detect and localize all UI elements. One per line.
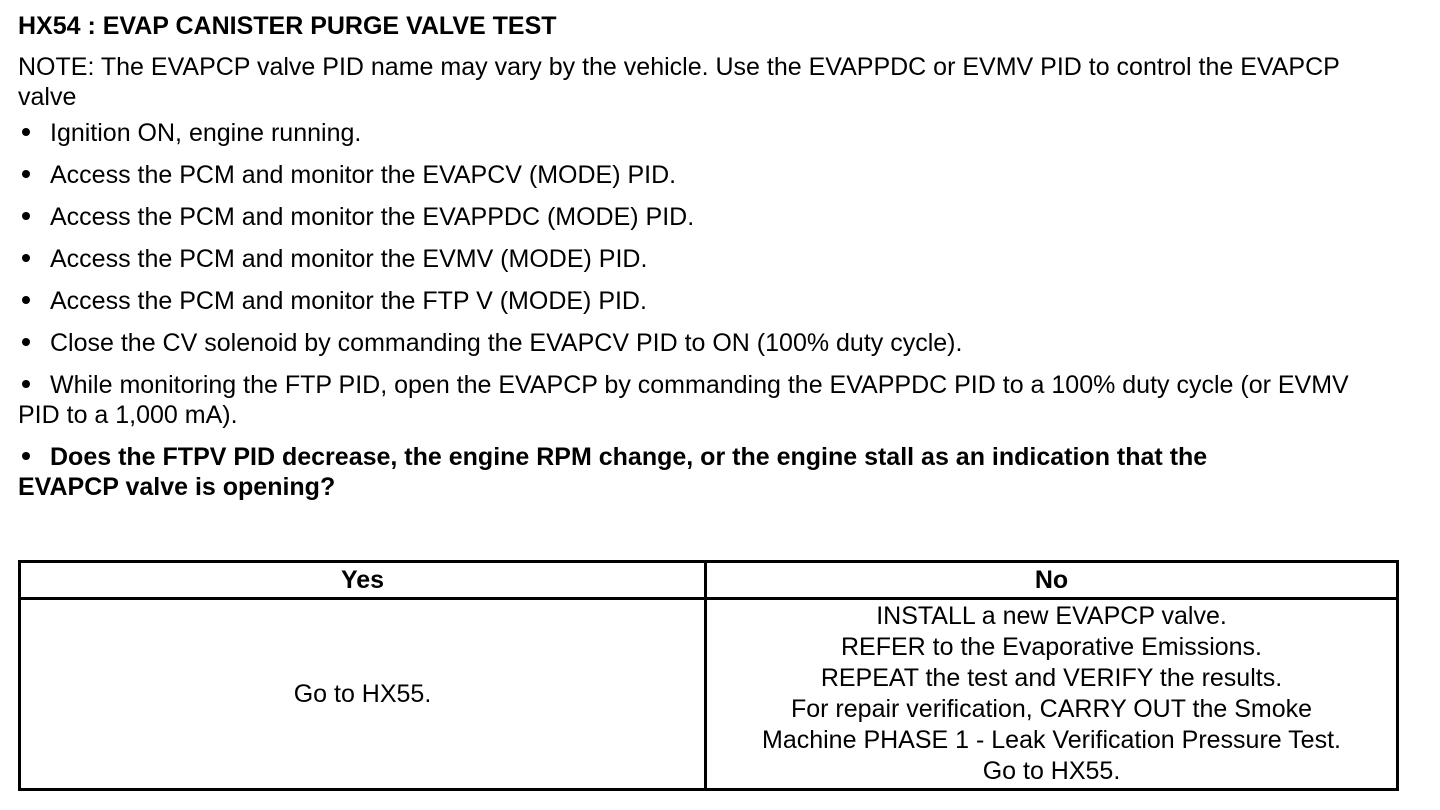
question-item xyxy=(18,442,1308,502)
no-header: No xyxy=(706,562,1398,599)
bullet-icon xyxy=(22,254,30,262)
step-text: Access the PCM and monitor the EVMV (MODE) PID. xyxy=(50,245,648,273)
table-row xyxy=(20,599,1398,790)
list-item xyxy=(18,160,1418,190)
yes-header: Yes xyxy=(20,562,706,599)
no-action-line: REFER to the Evaporative Emissions. xyxy=(841,633,1262,661)
step-text: Close the CV solenoid by commanding the EVAPCV PID to ON (100% duty cycle). xyxy=(50,329,963,357)
table-header-row xyxy=(20,562,1398,599)
list-item xyxy=(18,118,1418,148)
step-text: While monitoring the FTP PID, open the EVAPCP by commanding the EVAPPDC PID to a 100% duty cycle (or EVMV PID to a 1,000 mA). xyxy=(18,371,1349,429)
bullet-icon xyxy=(22,128,30,136)
yes-action-cell: Go to HX55. xyxy=(20,599,706,790)
list-item xyxy=(18,370,1388,430)
page-title: HX54 : EVAP CANISTER PURGE VALVE TEST xyxy=(18,12,557,40)
list-item xyxy=(18,328,1418,358)
bullet-icon xyxy=(22,380,30,388)
list-item xyxy=(18,286,1418,316)
list-item xyxy=(18,244,1418,274)
no-action-line: INSTALL a new EVAPCP valve. xyxy=(876,602,1227,630)
step-text: Access the PCM and monitor the EVAPPDC (MODE) PID. xyxy=(50,203,695,231)
no-action-cell xyxy=(706,599,1398,790)
no-action-line: Machine PHASE 1 - Leak Verification Pressure Test. xyxy=(762,726,1341,754)
question-text: Does the FTPV PID decrease, the engine RPM change, or the engine stall as an indication that the EVAPCP valve is opening? xyxy=(18,443,1208,501)
document-page xyxy=(18,8,1418,514)
step-text: Ignition ON, engine running. xyxy=(50,119,362,147)
step-text: Access the PCM and monitor the FTP V (MODE) PID. xyxy=(50,287,647,315)
result-table xyxy=(18,560,1399,791)
step-text: Access the PCM and monitor the EVAPCV (MODE) PID. xyxy=(50,161,677,189)
step-list xyxy=(18,118,1418,502)
bullet-icon xyxy=(22,296,30,304)
no-action-line: Go to HX55. xyxy=(982,757,1121,785)
bullet-icon xyxy=(22,170,30,178)
bullet-icon xyxy=(22,452,30,460)
note-text: NOTE: The EVAPCP valve PID name may vary by the vehicle. Use the EVAPPDC or EVMV PID to control the EVAPCP valve xyxy=(18,53,1340,111)
no-action-line: REPEAT the test and VERIFY the results. xyxy=(820,664,1283,692)
list-item xyxy=(18,202,1418,232)
no-action-line: For repair verification, CARRY OUT the Smoke xyxy=(790,695,1313,723)
bullet-icon xyxy=(22,212,30,220)
bullet-icon xyxy=(22,338,30,346)
